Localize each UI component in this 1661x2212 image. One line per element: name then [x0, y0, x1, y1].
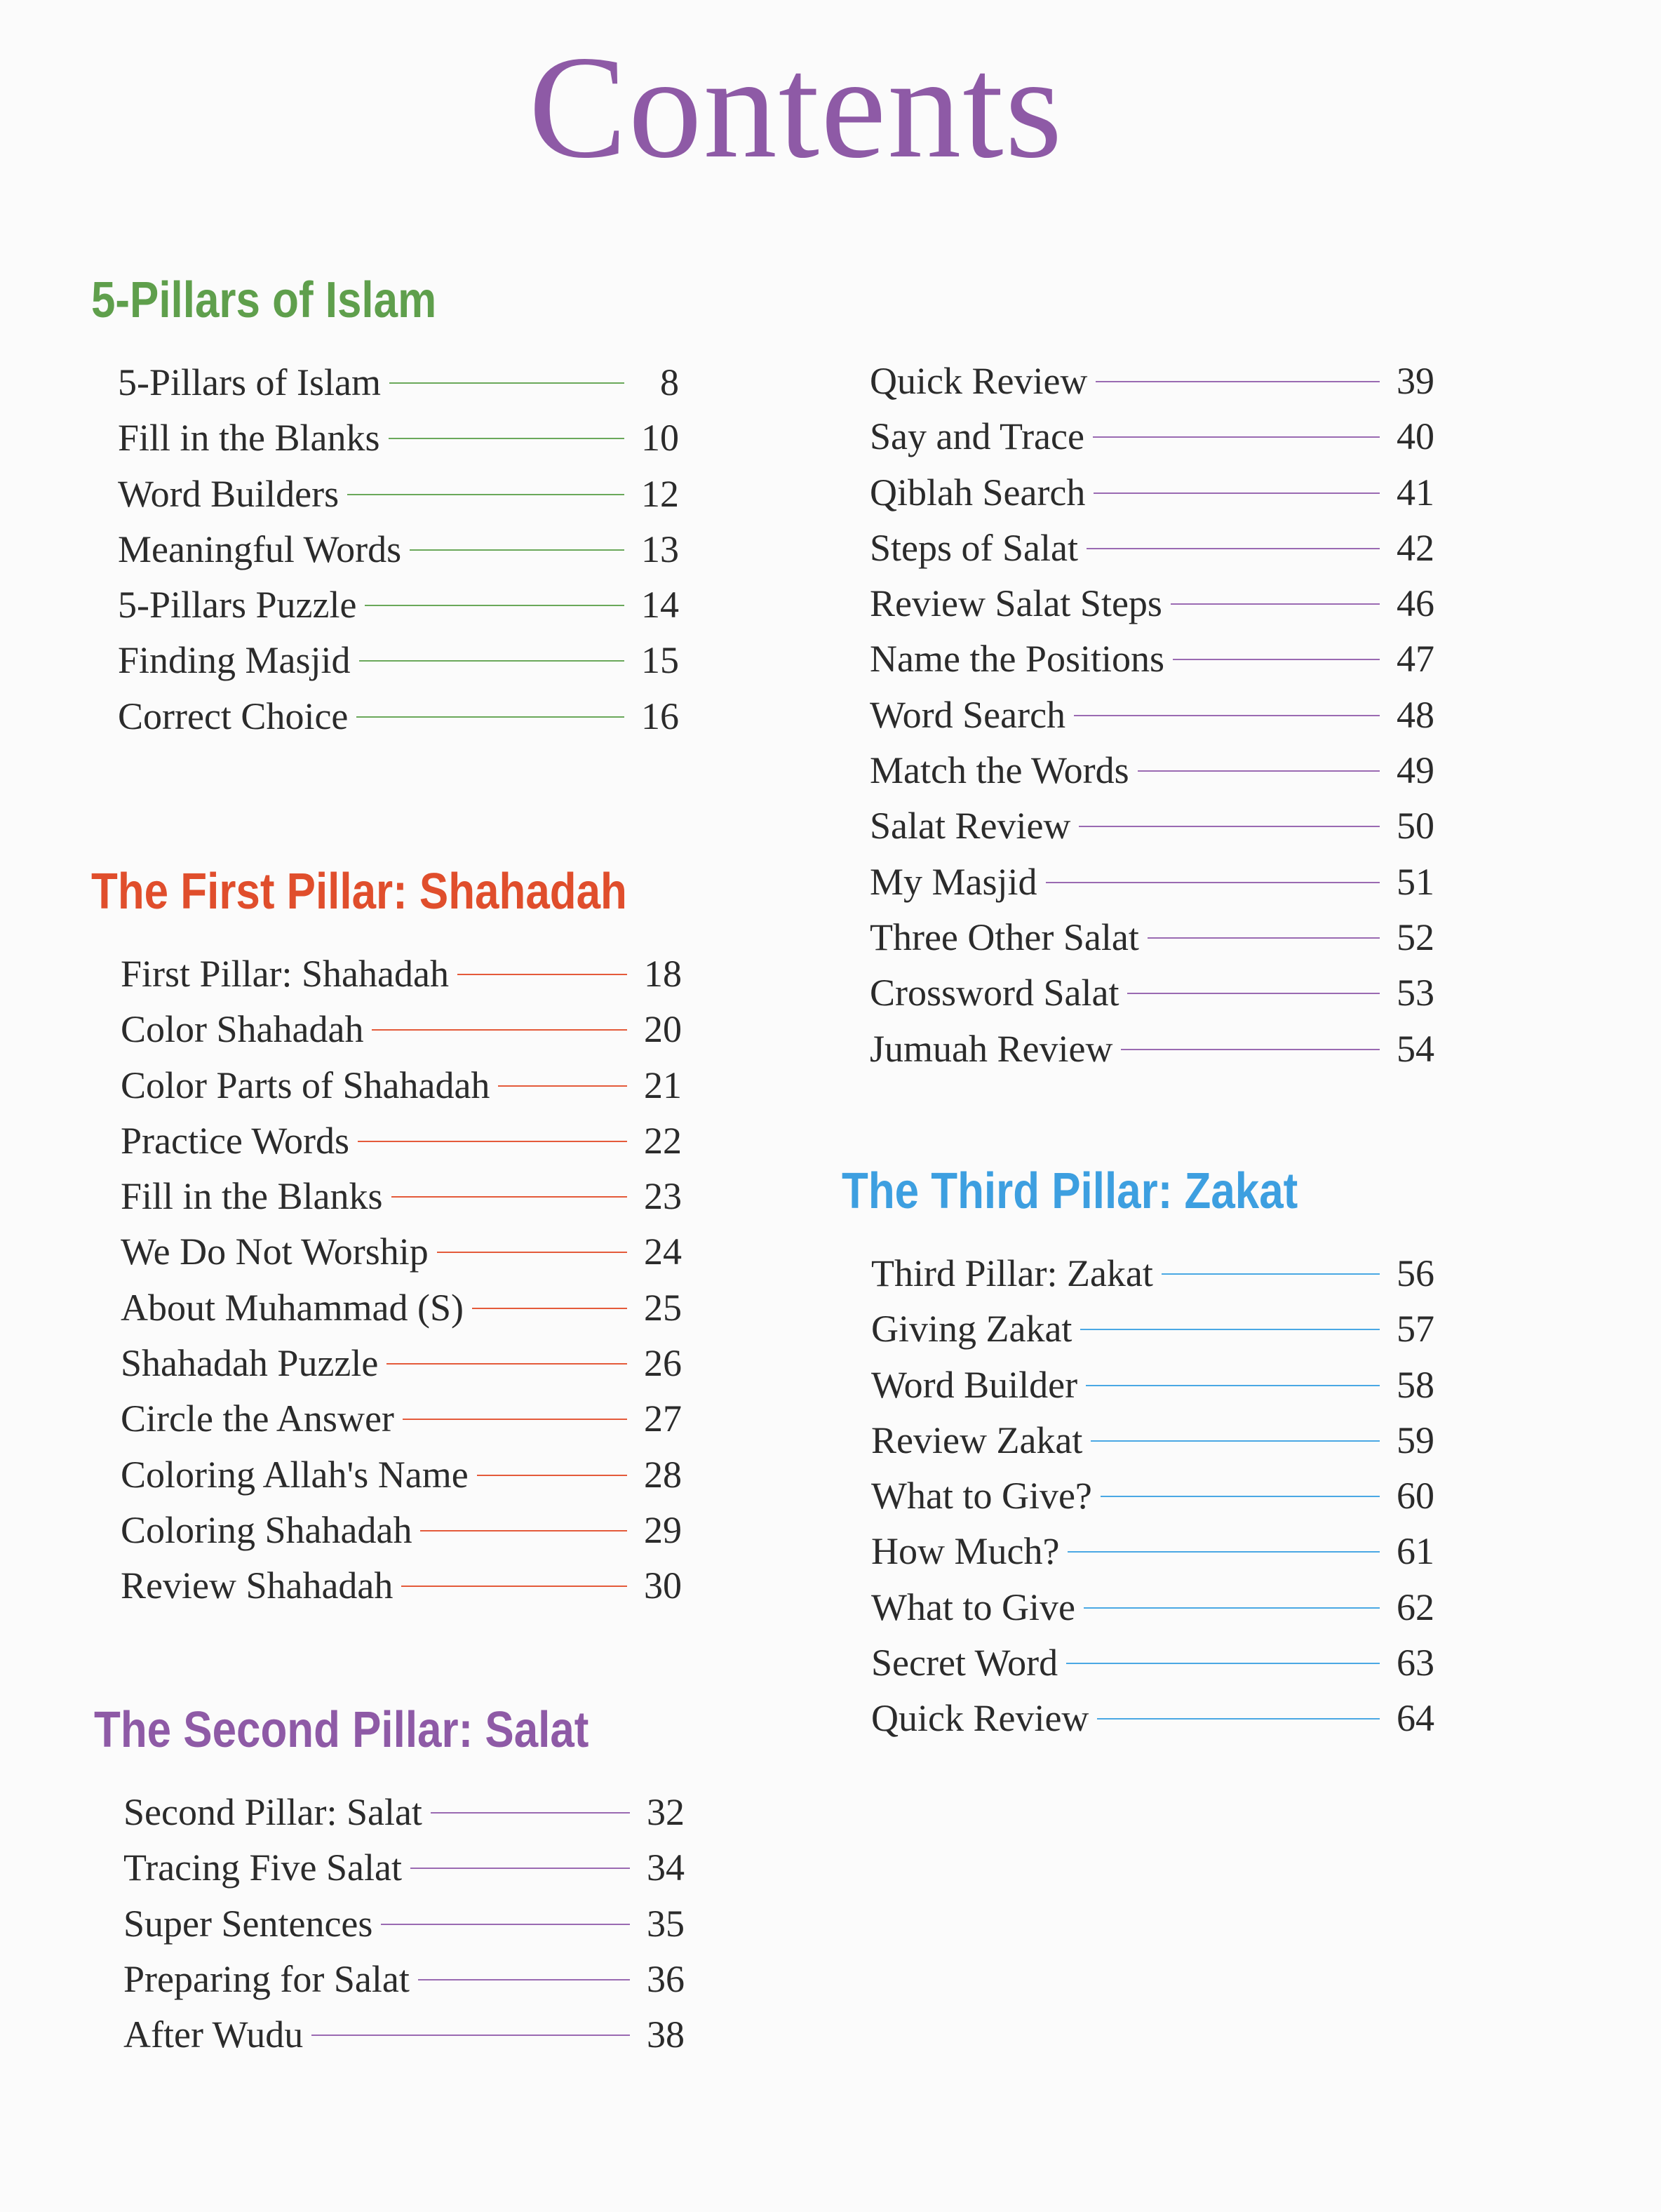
toc-leader-line	[1096, 381, 1380, 382]
toc-entry[interactable]	[123, 1790, 685, 1846]
toc-entry-label: Quick Review	[870, 360, 1088, 402]
toc-page-number: 21	[644, 1064, 682, 1106]
toc-page-number: 28	[644, 1453, 682, 1496]
toc-page-number: 64	[1397, 1697, 1434, 1740]
toc-leader-line	[347, 494, 624, 495]
toc-leader-line	[420, 1530, 627, 1531]
toc-entry-label: Say and Trace	[870, 415, 1084, 458]
toc-leader-line	[410, 1868, 630, 1869]
toc-entry-label: Color Parts of Shahadah	[121, 1064, 490, 1106]
toc-entry-label: Review Zakat	[871, 1419, 1083, 1461]
toc-list	[118, 361, 679, 750]
toc-entry-label: Third Pillar: Zakat	[871, 1252, 1153, 1294]
toc-page-number: 13	[641, 528, 679, 570]
toc-entry[interactable]	[871, 1474, 1434, 1529]
toc-entry-label: Shahadah Puzzle	[121, 1342, 379, 1385]
toc-entry[interactable]	[871, 1252, 1434, 1307]
toc-page-number: 46	[1397, 582, 1434, 625]
toc-page-number: 51	[1397, 860, 1434, 903]
toc-page-number: 14	[641, 584, 679, 626]
toc-leader-line	[1121, 1049, 1380, 1050]
toc-leader-line	[1173, 659, 1380, 660]
toc-leader-line	[1148, 937, 1380, 939]
toc-entry[interactable]	[870, 637, 1434, 692]
toc-page-number: 41	[1397, 471, 1434, 514]
toc-entry-label: Jumuah Review	[870, 1027, 1113, 1070]
page-title: Contents	[528, 26, 1064, 189]
toc-leader-line	[1086, 1385, 1380, 1386]
toc-leader-line	[1101, 1496, 1380, 1497]
toc-page-number: 15	[641, 639, 679, 682]
toc-entry-label: Fill in the Blanks	[118, 417, 380, 460]
toc-page-number: 62	[1397, 1586, 1434, 1628]
section-third-pillar-zakat	[842, 1163, 1434, 1740]
toc-page-number: 38	[647, 2013, 685, 2056]
toc-leader-line	[401, 1586, 627, 1587]
toc-entry[interactable]	[871, 1696, 1434, 1752]
toc-page-number: 18	[644, 953, 682, 995]
toc-entry-label: Fill in the Blanks	[121, 1175, 383, 1218]
toc-entry[interactable]	[121, 1174, 682, 1230]
toc-list	[123, 1790, 685, 2068]
toc-entry[interactable]	[121, 1508, 682, 1564]
toc-entry[interactable]	[121, 1341, 682, 1397]
toc-page-number: 57	[1397, 1308, 1434, 1350]
toc-leader-line	[372, 1029, 627, 1031]
toc-entry-label: Quick Review	[871, 1697, 1089, 1740]
toc-leader-line	[410, 549, 624, 551]
toc-page-number: 60	[1397, 1475, 1434, 1517]
toc-leader-line	[437, 1252, 627, 1253]
toc-entry[interactable]	[121, 1064, 682, 1119]
toc-entry-label: Salat Review	[870, 805, 1071, 847]
toc-entry-label: About Muhammad (S)	[121, 1286, 464, 1329]
toc-entry-label: First Pillar: Shahadah	[121, 953, 449, 995]
toc-entry[interactable]	[121, 1007, 682, 1063]
toc-page-number: 39	[1397, 360, 1434, 402]
toc-entry[interactable]	[118, 583, 679, 638]
toc-entry-label: Preparing for Salat	[123, 1957, 410, 2000]
toc-entry[interactable]	[870, 1027, 1434, 1082]
toc-entry-label: Practice Words	[121, 1119, 350, 1162]
toc-entry-label: Review Shahadah	[121, 1564, 394, 1607]
toc-entry[interactable]	[118, 695, 679, 750]
section-heading: The Third Pillar: Zakat	[842, 1163, 1298, 1219]
toc-leader-line	[1127, 993, 1380, 994]
toc-list	[121, 952, 682, 1620]
toc-entry[interactable]	[118, 528, 679, 583]
toc-entry-label: Finding Masjid	[118, 639, 351, 682]
toc-entry[interactable]	[870, 916, 1434, 971]
toc-leader-line	[1046, 882, 1380, 883]
toc-page-number: 40	[1397, 415, 1434, 458]
toc-page-number: 32	[647, 1791, 685, 1833]
toc-leader-line	[386, 1363, 627, 1365]
toc-leader-line	[381, 1924, 630, 1925]
toc-leader-line	[1093, 436, 1380, 438]
toc-entry-label: Name the Positions	[870, 638, 1164, 681]
toc-entry-label: Super Sentences	[123, 1902, 373, 1945]
toc-entry-label: Word Search	[870, 693, 1066, 736]
toc-page-number: 50	[1397, 805, 1434, 847]
toc-entry-label: Steps of Salat	[870, 526, 1078, 569]
toc-entry[interactable]	[871, 1529, 1434, 1585]
toc-entry-label: How Much?	[871, 1530, 1060, 1573]
toc-entry[interactable]	[870, 471, 1434, 526]
toc-page-number: 22	[644, 1119, 682, 1162]
toc-entry-label: Meaningful Words	[118, 528, 402, 570]
toc-entry-label: Second Pillar: Salat	[123, 1791, 422, 1833]
toc-page-number: 16	[641, 695, 679, 737]
toc-page-number: 34	[647, 1846, 685, 1889]
toc-entry[interactable]	[870, 415, 1434, 470]
section-first-pillar-shahadah	[91, 864, 714, 1607]
toc-page-number: 63	[1397, 1642, 1434, 1684]
toc-leader-line	[1080, 1329, 1380, 1330]
toc-page-number: 48	[1397, 693, 1434, 736]
toc-leader-line	[389, 382, 624, 384]
section-heading: The Second Pillar: Salat	[94, 1702, 589, 1758]
toc-leader-line	[1087, 548, 1380, 549]
toc-entry[interactable]	[123, 2013, 685, 2068]
toc-leader-line	[403, 1419, 627, 1420]
toc-entry-label: What to Give?	[871, 1475, 1092, 1517]
toc-leader-line	[311, 2035, 630, 2036]
toc-entry[interactable]	[871, 1641, 1434, 1696]
toc-entry[interactable]	[870, 804, 1434, 859]
toc-page-number: 23	[644, 1175, 682, 1218]
toc-leader-line	[1068, 1551, 1380, 1553]
toc-entry-label: Coloring Allah's Name	[121, 1453, 469, 1496]
toc-entry-label: Match the Words	[870, 749, 1129, 792]
toc-entry[interactable]	[121, 1230, 682, 1285]
toc-page-number: 58	[1397, 1363, 1434, 1406]
toc-entry-label: Crossword Salat	[870, 972, 1119, 1014]
toc-entry[interactable]	[121, 1564, 682, 1619]
toc-entry[interactable]	[870, 693, 1434, 749]
toc-page-number: 25	[644, 1286, 682, 1329]
toc-entry[interactable]	[123, 1846, 685, 1901]
toc-entry-label: Word Builders	[118, 472, 339, 515]
toc-entry-label: My Masjid	[870, 860, 1037, 903]
toc-page-number: 8	[660, 361, 679, 403]
toc-entry-label: 5-Pillars Puzzle	[118, 584, 357, 626]
toc-leader-line	[356, 716, 624, 718]
toc-leader-line	[1162, 1273, 1380, 1275]
section-heading: 5-Pillars of Islam	[91, 272, 437, 328]
toc-page-number: 53	[1397, 972, 1434, 1014]
toc-leader-line	[457, 974, 627, 975]
toc-entry[interactable]	[871, 1586, 1434, 1641]
toc-page-number: 26	[644, 1342, 682, 1385]
toc-entry-label: Qiblah Search	[870, 471, 1086, 514]
toc-entry-label: Circle the Answer	[121, 1397, 394, 1440]
toc-leader-line	[358, 1141, 627, 1142]
toc-leader-line	[498, 1085, 627, 1087]
toc-page-number: 42	[1397, 526, 1434, 569]
toc-entry[interactable]	[121, 1119, 682, 1174]
toc-leader-line	[1171, 603, 1380, 605]
toc-entry-label: What to Give	[871, 1586, 1075, 1628]
toc-page-number: 59	[1397, 1419, 1434, 1461]
toc-entry-label: Review Salat Steps	[870, 582, 1162, 625]
section-second-pillar-salat	[94, 1702, 685, 2056]
toc-page-number: 10	[641, 417, 679, 460]
toc-entry[interactable]	[121, 1397, 682, 1452]
toc-entry[interactable]	[870, 526, 1434, 582]
toc-entry[interactable]	[118, 361, 679, 416]
toc-leader-line	[359, 660, 624, 662]
toc-leader-line	[1094, 492, 1380, 494]
toc-entry[interactable]	[870, 971, 1434, 1026]
toc-entry[interactable]	[118, 416, 679, 471]
toc-entry-label: We Do Not Worship	[121, 1231, 429, 1273]
toc-entry-label: Coloring Shahadah	[121, 1508, 412, 1551]
toc-leader-line	[1091, 1440, 1380, 1442]
toc-leader-line	[1074, 715, 1380, 716]
toc-leader-line	[1084, 1607, 1380, 1609]
toc-leader-line	[1097, 1718, 1380, 1720]
toc-entry-label: Word Builder	[871, 1363, 1078, 1406]
toc-page-number: 49	[1397, 749, 1434, 792]
section-five-pillars	[91, 272, 679, 737]
toc-entry[interactable]	[870, 749, 1434, 804]
toc-entry[interactable]	[118, 638, 679, 694]
toc-page-number: 30	[644, 1564, 682, 1607]
toc-entry-label: After Wudu	[123, 2013, 304, 2056]
toc-entry[interactable]	[870, 860, 1434, 916]
toc-leader-line	[1066, 1663, 1380, 1664]
toc-entry-label: Tracing Five Salat	[123, 1846, 402, 1889]
toc-page-number: 56	[1397, 1252, 1434, 1294]
toc-leader-line	[431, 1812, 630, 1814]
toc-entry[interactable]	[123, 1902, 685, 1957]
toc-leader-line	[1079, 826, 1380, 827]
section-heading: The First Pillar: Shahadah	[91, 864, 627, 920]
toc-list	[870, 359, 1434, 1082]
toc-entry[interactable]	[870, 582, 1434, 637]
toc-entry[interactable]	[871, 1307, 1434, 1362]
toc-entry[interactable]	[871, 1419, 1434, 1474]
toc-list	[871, 1252, 1434, 1752]
toc-page-number: 36	[647, 1957, 685, 2000]
toc-entry-label: Three Other Salat	[870, 916, 1139, 958]
toc-entry[interactable]	[121, 1453, 682, 1508]
toc-entry-label: Correct Choice	[118, 695, 349, 737]
toc-page-number: 24	[644, 1231, 682, 1273]
toc-page-number: 35	[647, 1902, 685, 1945]
toc-entry[interactable]	[870, 359, 1434, 415]
toc-entry[interactable]	[871, 1363, 1434, 1419]
toc-page-number: 29	[644, 1508, 682, 1551]
toc-entry-label: Color Shahadah	[121, 1008, 364, 1051]
toc-leader-line	[477, 1475, 627, 1476]
toc-entry-label: 5-Pillars of Islam	[118, 361, 381, 403]
toc-leader-line	[418, 1979, 630, 1980]
toc-page-number: 54	[1397, 1027, 1434, 1070]
toc-leader-line	[391, 1196, 627, 1198]
toc-page-number: 12	[641, 472, 679, 515]
toc-leader-line	[365, 605, 624, 606]
toc-page-number: 61	[1397, 1530, 1434, 1573]
toc-entry[interactable]	[123, 1957, 685, 2013]
toc-entry[interactable]	[121, 952, 682, 1007]
toc-leader-line	[472, 1308, 627, 1309]
toc-leader-line	[389, 438, 624, 439]
toc-page-number: 20	[644, 1008, 682, 1051]
toc-entry-label: Giving Zakat	[871, 1308, 1072, 1350]
toc-page-number: 27	[644, 1397, 682, 1440]
toc-entry[interactable]	[118, 472, 679, 528]
toc-page-number: 52	[1397, 916, 1434, 958]
toc-leader-line	[1138, 770, 1380, 772]
toc-page-number: 47	[1397, 638, 1434, 681]
toc-entry[interactable]	[121, 1286, 682, 1341]
toc-entry-label: Secret Word	[871, 1642, 1058, 1684]
